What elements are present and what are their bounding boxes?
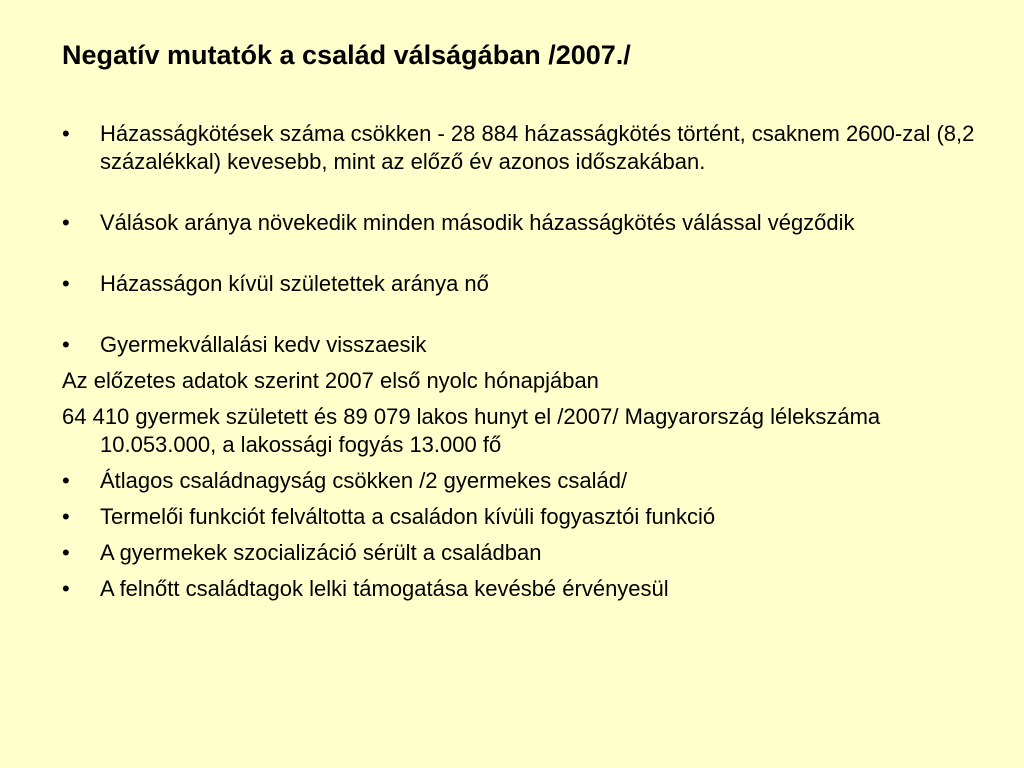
bullet-text: Gyermekvállalási kedv visszaesik bbox=[100, 332, 427, 357]
bullet-item-socialization bbox=[62, 539, 982, 567]
bullet-item-divorces bbox=[62, 209, 982, 237]
bullet-icon: • bbox=[62, 576, 70, 601]
bullet-text: A gyermekek szocializáció sérült a családban bbox=[100, 540, 542, 565]
paragraph-population-stats: 64 410 gyermek született és 89 079 lakos hunyt el /2007/ Magyarország lélekszáma 10.053.000, a lakossági fogyás 13.000 fő bbox=[62, 404, 881, 457]
paragraph-preliminary-data: Az előzetes adatok szerint 2007 első nyolc hónapjában bbox=[62, 368, 599, 393]
bullet-item-childbearing bbox=[62, 331, 982, 359]
bullet-item-emotional-support bbox=[62, 575, 982, 603]
bullet-icon: • bbox=[62, 210, 70, 235]
bullet-item-family-size bbox=[62, 467, 982, 495]
bullet-item-out-of-wedlock-births bbox=[62, 270, 982, 298]
bullet-icon: • bbox=[62, 504, 70, 529]
bullet-text: Válások aránya növekedik minden második házasságkötés válással végződik bbox=[100, 210, 855, 235]
bullet-text: Átlagos családnagyság csökken /2 gyermekes család/ bbox=[100, 468, 628, 493]
bullet-icon: • bbox=[62, 332, 70, 357]
bullet-icon: • bbox=[62, 468, 70, 493]
bullet-text: Házasságkötések száma csökken - 28 884 házasságkötés történt, csaknem 2600-zal (8,2 százalékkal) kevesebb, mint az előző év azonos időszakában. bbox=[100, 121, 975, 174]
bullet-text: Házasságon kívül születettek aránya nő bbox=[100, 271, 489, 296]
bullet-text: A felnőtt családtagok lelki támogatása kevésbé érvényesül bbox=[100, 576, 669, 601]
bullet-icon: • bbox=[62, 121, 70, 146]
bullet-icon: • bbox=[62, 540, 70, 565]
slide-title: Negatív mutatók a család válságában /2007./ bbox=[62, 40, 631, 70]
bullet-item-marriages bbox=[62, 120, 982, 176]
bullet-text: Termelői funkciót felváltotta a családon kívüli fogyasztói funkció bbox=[100, 504, 716, 529]
slide-content bbox=[62, 120, 982, 603]
bullet-icon: • bbox=[62, 271, 70, 296]
bullet-item-consumer-function bbox=[62, 503, 982, 531]
